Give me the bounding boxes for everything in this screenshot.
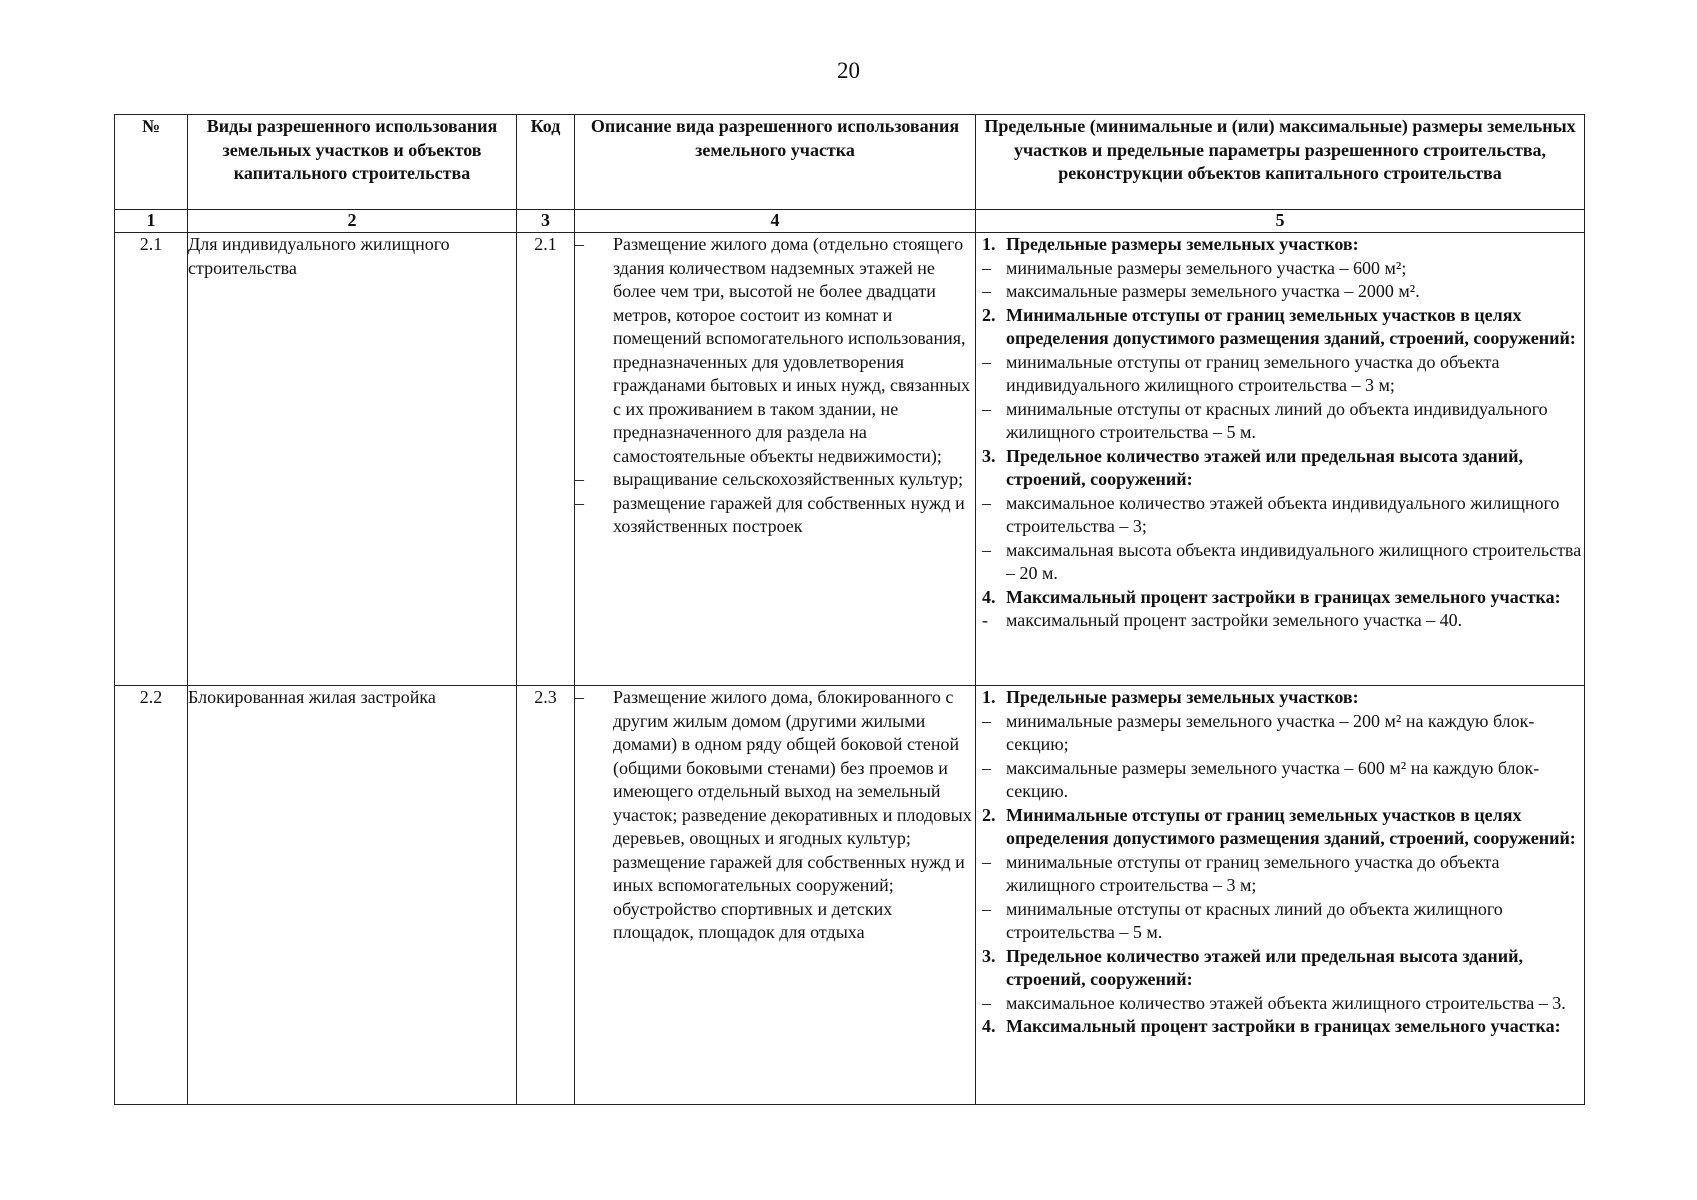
parameter-item [976,257,1584,281]
description-text: размещение гаражей для собственных нужд и хозяйственных построек [613,492,965,536]
description-text: Размещение жилого дома, блокированного с другим жилым домом (другими жилыми домами) в одном ряду общей боковой стеной (общими боковыми стенами) без проемов и имеющего отдельный выход на земельный участок; разведение декоративных и плодовых деревьев, овощных и ягодных культур; размещение гаражей для собственных нужд и иных вспомогательных сооружений; обустройство спортивных и детских площадок, площадок для отдыха [613,687,972,942]
parameter-heading [976,304,1584,351]
column-number-row [115,210,1585,233]
bullet: – [575,687,584,707]
description-item [575,492,975,539]
parameter-text: Предельные размеры земельных участков: [1006,234,1359,254]
bullet: – [575,492,584,513]
parameter-item [976,492,1584,539]
parameter-heading [976,233,1584,257]
usage-code: 2.3 [517,686,575,1105]
parameter-item [976,609,1584,633]
parameter-text: максимальные размеры земельного участка – 600 м² на каждую блок-секцию. [1006,757,1540,801]
bullet: – [575,234,584,254]
description-item [575,468,975,492]
usage-type-name: Блокированная жилая застройка [188,686,517,1105]
header-usage-type: Виды разрешенного использования земельных участков и объектов капитального строительства [188,115,517,210]
column-number: 4 [575,210,976,233]
parameter-item [976,898,1584,945]
parameter-item [976,851,1584,898]
header-no: № [115,115,188,210]
header-description: Описание вида разрешенного использования земельного участка [575,115,976,210]
parameter-number: 3. [982,445,996,466]
bullet: – [982,710,991,731]
table-row [115,686,1585,1105]
parameter-text: Предельное количество этажей или предельная высота зданий, строений, сооружений: [1006,445,1524,489]
parameter-text: минимальные размеры земельного участка – 200 м² на каждую блок-секцию; [1006,710,1535,754]
parameter-text: максимальные размеры земельного участка – 2000 м². [1006,281,1420,301]
parameter-text: Максимальный процент застройки в границах земельного участка: [1006,1016,1561,1036]
parameter-number: 3. [982,945,996,966]
parameter-text: максимальное количество этажей объекта индивидуального жилищного строительства – 3; [1006,492,1560,536]
parameter-item [976,992,1584,1016]
bullet: – [982,898,991,919]
parameter-number: 1. [982,687,996,707]
parameter-text: максимальное количество этажей объекта жилищного строительства – 3. [1006,992,1566,1013]
parameter-number: 4. [982,1016,996,1036]
bullet: - [982,610,988,630]
parameters-list [976,233,1585,686]
parameter-text: максимальный процент застройки земельного участка – 40. [1006,610,1463,630]
usage-description [575,686,976,1105]
bullet: – [575,469,584,489]
parameter-heading [976,686,1584,710]
parameters-list [976,686,1585,1105]
parameter-text: минимальные размеры земельного участка – 600 м²; [1006,257,1407,278]
column-number: 3 [517,210,575,233]
parameter-text: минимальные отступы от границ земельного участка до объекта жилищного строительства – 3 м; [1006,851,1500,895]
parameter-text: минимальные отступы от границ земельного участка до объекта индивидуального жилищного строительства – 3 м; [1006,351,1500,395]
parameter-item [976,757,1584,804]
parameter-text: максимальная высота объекта индивидуального жилищного строительства – 20 м. [1006,539,1582,583]
bullet: – [982,492,991,513]
bullet: – [982,257,991,278]
parameter-item [976,539,1584,586]
page-number: 20 [837,58,860,83]
parameter-heading [976,445,1584,492]
bullet: – [982,281,991,301]
bullet: – [982,539,991,560]
bullet: – [982,351,991,372]
parameter-heading [976,945,1584,992]
column-number: 2 [188,210,517,233]
parameter-text: Предельные размеры земельных участков: [1006,687,1359,707]
column-number: 1 [115,210,188,233]
parameter-number: 1. [982,234,996,254]
description-item [575,686,975,945]
row-number: 2.1 [115,233,188,686]
parameter-item [976,351,1584,398]
parameter-heading [976,804,1584,851]
parameter-text: Минимальные отступы от границ земельных участков в целях определения допустимого размещения зданий, строений, сооружений: [1006,804,1576,848]
parameter-item [976,710,1584,757]
usage-code: 2.1 [517,233,575,686]
parameter-item [976,398,1584,445]
parameter-number: 2. [982,804,996,825]
table-row [115,233,1585,686]
land-use-table [114,114,1585,1105]
parameter-text: минимальные отступы от красных линий до объекта индивидуального жилищного строительства – 5 м. [1006,398,1548,442]
usage-description [575,233,976,686]
parameter-text: Предельное количество этажей или предельная высота зданий, строений, сооружений: [1006,945,1524,989]
header-row [115,115,1585,210]
parameter-number: 2. [982,304,996,325]
parameter-heading [976,1015,1584,1039]
usage-type-name: Для индивидуального жилищного строительства [188,233,517,686]
bullet: – [982,992,991,1013]
parameter-text: Максимальный процент застройки в границах земельного участка: [1006,586,1561,607]
column-number: 5 [976,210,1585,233]
description-text: Размещение жилого дома (отдельно стоящего здания количеством надземных этажей не более чем три, высотой не более двадцати метров, которое состоит из комнат и помещений вспомогательного использования, предназначенных для удовлетворения гражданами бытовых и иных нужд, связанных с их проживанием в таком здании, не предназначенного для раздела на самостоятельные объекты недвижимости); [613,234,971,466]
bullet: – [982,851,991,872]
row-number: 2.2 [115,686,188,1105]
bullet: – [982,398,991,419]
header-parameters: Предельные (минимальные и (или) максимальные) размеры земельных участков и предельные параметры разрешенного строительства, реконструкции объектов капитального строительства [976,115,1585,210]
bullet: – [982,757,991,778]
parameter-text: Минимальные отступы от границ земельных участков в целях определения допустимого размещения зданий, строений, сооружений: [1006,304,1576,348]
parameter-text: минимальные отступы от красных линий до объекта жилищного строительства – 5 м. [1006,898,1503,942]
parameter-heading [976,586,1584,610]
description-text: выращивание сельскохозяйственных культур; [613,469,964,489]
header-code: Код [517,115,575,210]
description-item [575,233,975,468]
parameter-number: 4. [982,586,996,607]
parameter-item [976,280,1584,304]
